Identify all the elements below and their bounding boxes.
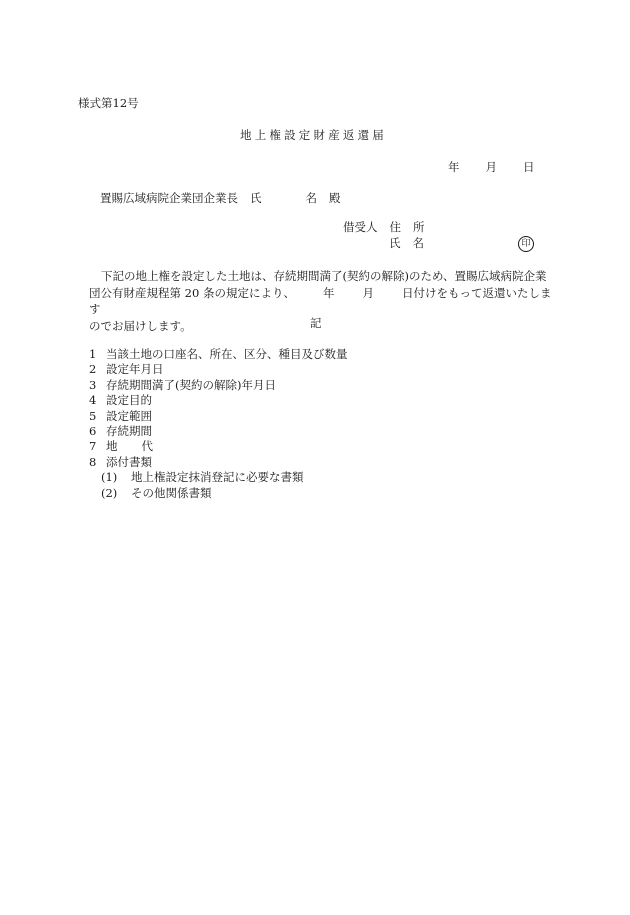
list-item: 1 当該土地の口座名、所在、区分、種目及び数量	[89, 347, 348, 361]
list-item: 3 存続期間満了(契約の解除)年月日	[89, 377, 276, 392]
item-list	[89, 347, 348, 501]
list-item: 7 地 代	[89, 439, 153, 454]
date-year: 年	[448, 160, 460, 174]
date-line	[448, 162, 535, 174]
addressee-mei: 名	[305, 191, 317, 205]
list-item: 4 設定目的	[89, 393, 152, 408]
addressee-org: 置賜広域病院企業団企業長	[100, 191, 238, 205]
seal-mark	[518, 236, 534, 252]
body-line-3: のでお届けします。	[89, 318, 192, 333]
list-item: 5 設定範囲	[89, 408, 152, 423]
list-item: 8 添付書類	[89, 454, 152, 469]
addressee-shi: 氏	[250, 191, 262, 205]
seal-icon: 印	[518, 236, 534, 252]
addressee	[100, 193, 341, 205]
addressee-honorific: 殿	[329, 191, 341, 205]
name-label-b: 名	[412, 236, 424, 250]
sub-list-item: (1) 地上権設定抹消登記に必要な書類	[101, 470, 304, 485]
body-line-2: 団公有財産規程第 20 条の規定により、 年 月 日付けをもって返還いたします	[89, 285, 552, 316]
body-line-1: 下記の地上権を設定した土地は、存続期間満了(契約の解除)のため、置賜広域病院企業	[101, 269, 547, 283]
borrower-label: 借受人	[343, 220, 378, 234]
list-item: 2 設定年月日	[89, 362, 164, 377]
body-paragraph	[89, 268, 559, 334]
ki-heading: 記	[310, 316, 322, 330]
list-item: 6 存続期間	[89, 423, 152, 438]
borrower-name-row	[389, 238, 424, 250]
address-label-b: 所	[413, 220, 425, 234]
date-month: 月	[485, 160, 497, 174]
name-label-a: 氏	[389, 236, 401, 250]
borrower-address-row	[343, 222, 425, 234]
document-title: 地上権設定財産返還届	[240, 128, 387, 142]
sub-list-item: (2) その他関係書類	[101, 485, 212, 500]
date-day: 日	[523, 160, 535, 174]
address-label-a: 住	[389, 220, 401, 234]
form-number: 様式第12号	[78, 96, 139, 110]
